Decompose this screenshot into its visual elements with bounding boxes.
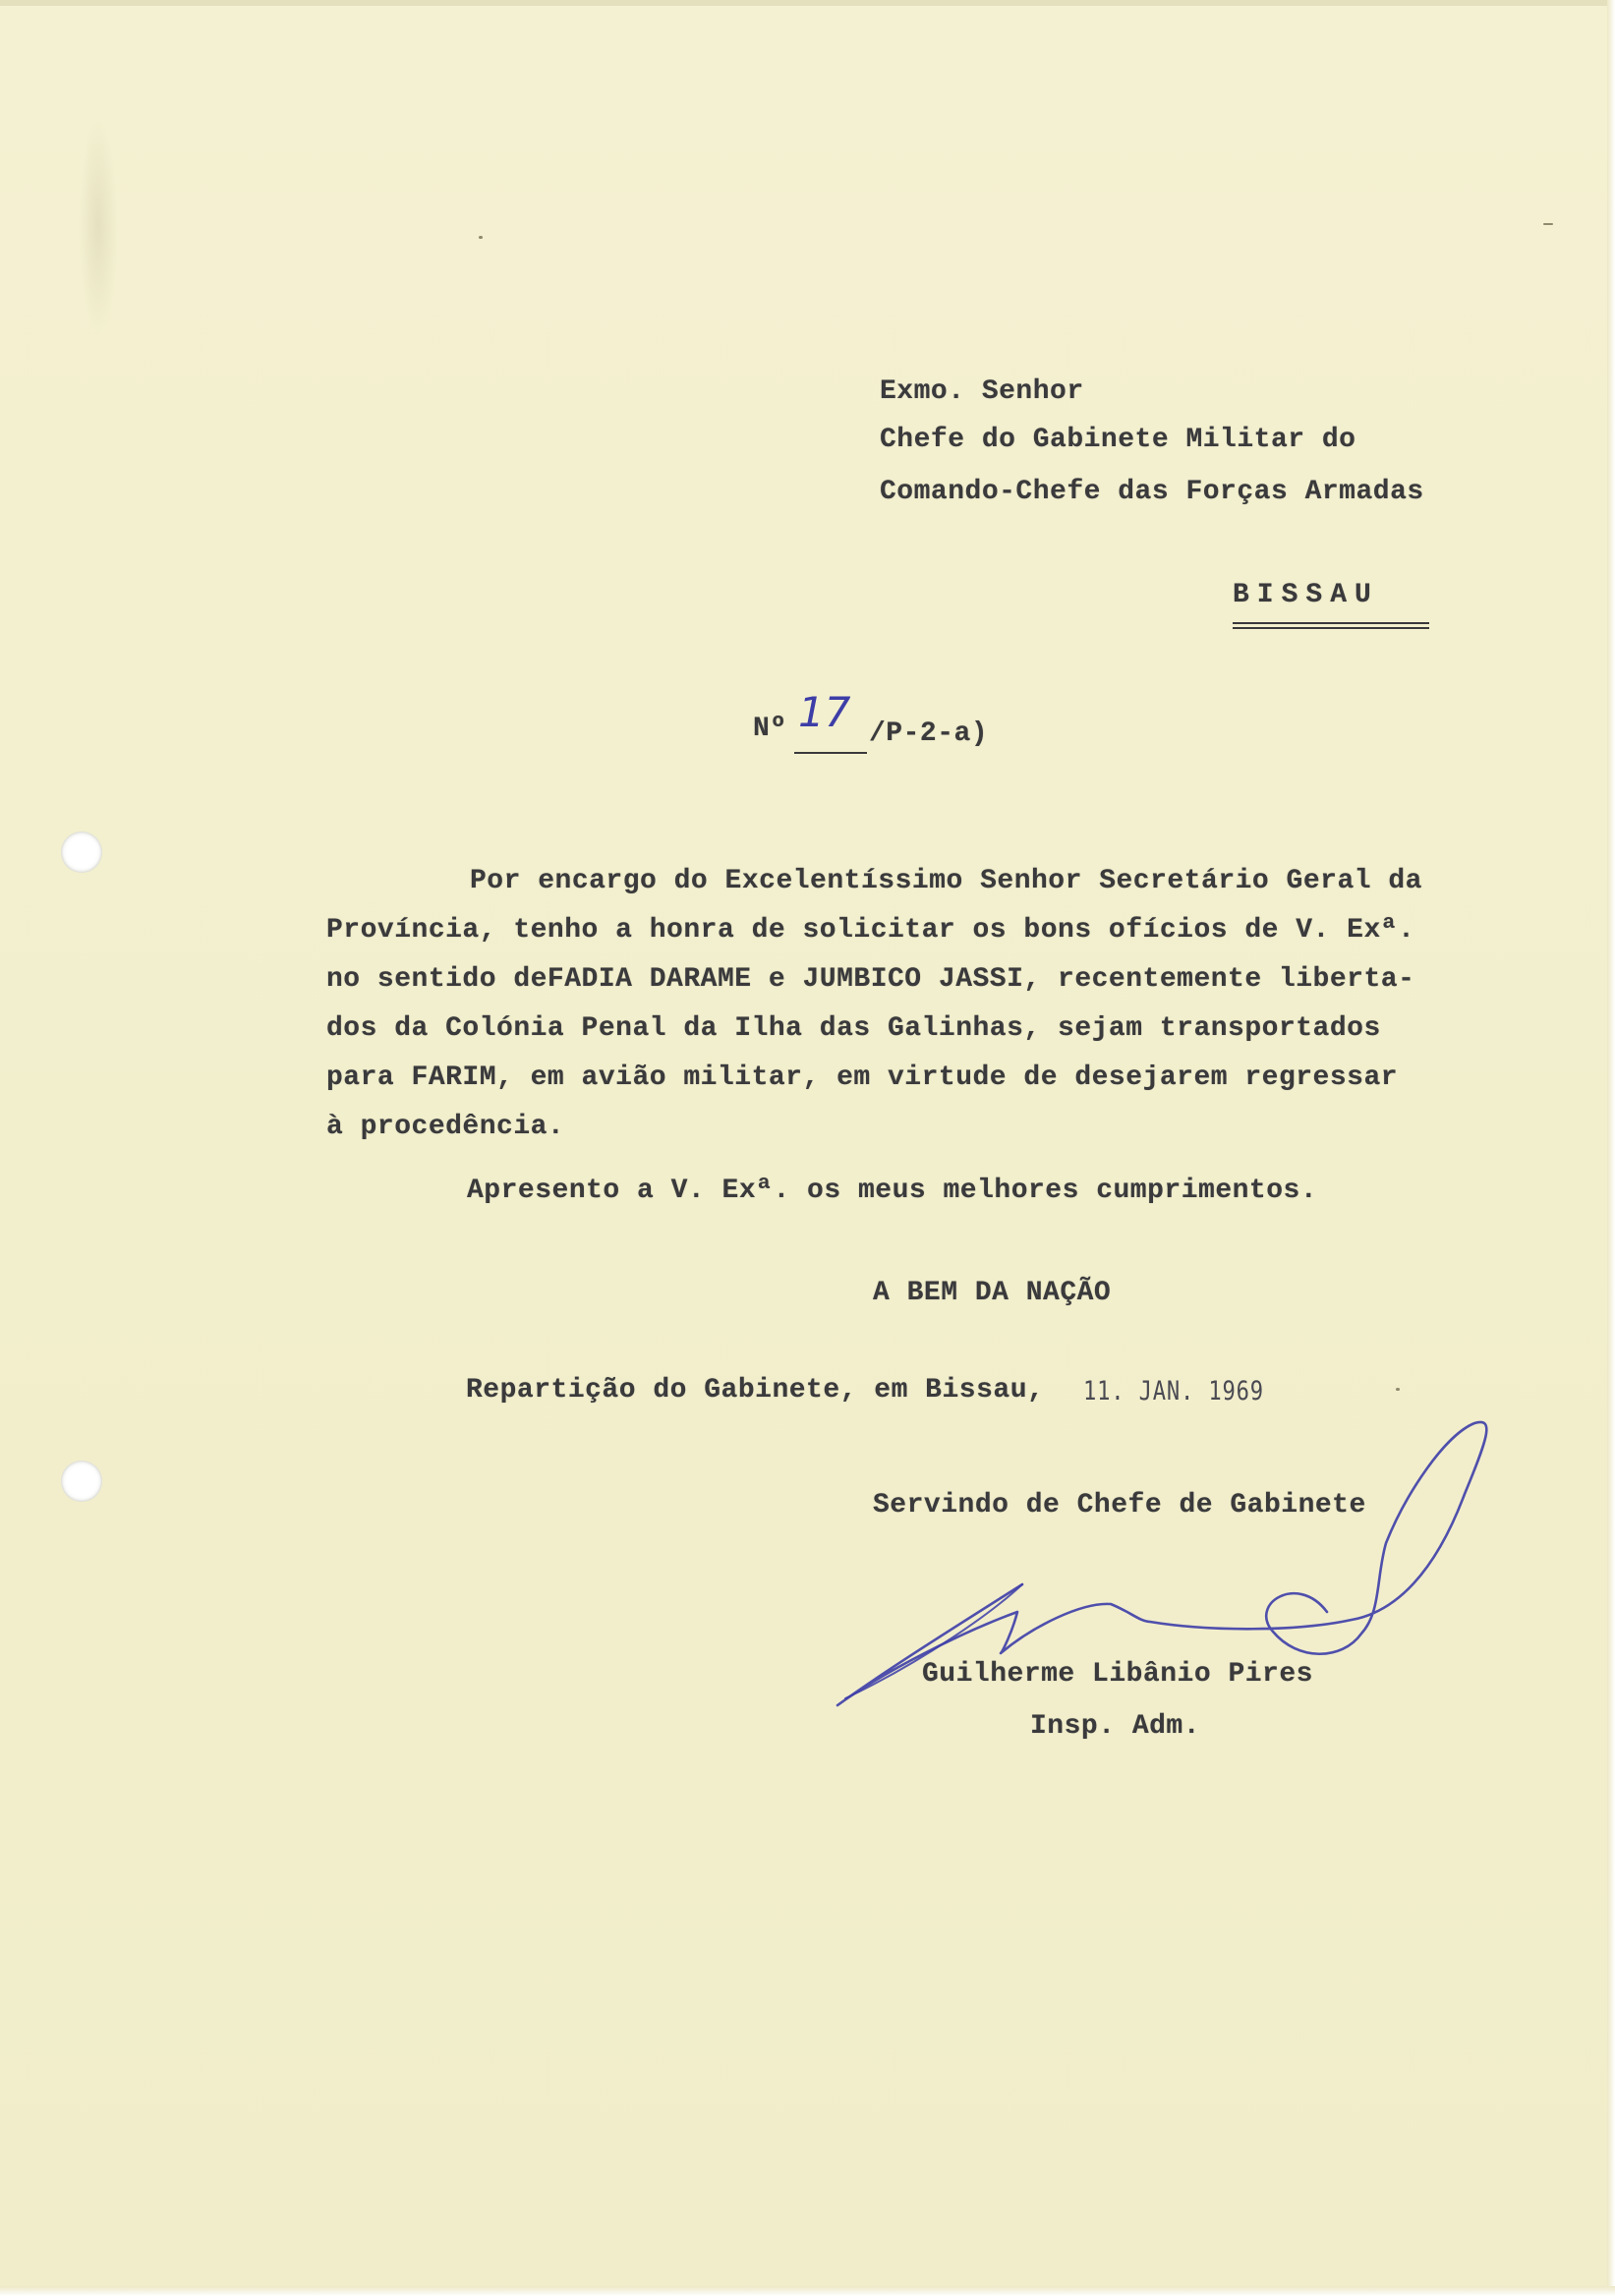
reference-prefix: Nº	[753, 714, 787, 744]
place-line: Repartição do Gabinete, em Bissau,	[466, 1375, 1045, 1406]
date-stamp: 11. JAN. 1969	[1083, 1376, 1264, 1406]
signatory-title: Insp. Adm.	[1030, 1711, 1201, 1742]
body-line-3: no sentido deFADIA DARAME e JUMBICO JASSI, recentemente liberta-	[326, 964, 1415, 995]
reference-suffix: /P-2-a)	[869, 718, 989, 749]
punch-hole-bottom	[61, 1461, 102, 1502]
signatory-name: Guilherme Libânio Pires	[922, 1659, 1313, 1690]
body-line-4: dos da Colónia Penal da Ilha das Galinhas, sejam transportados	[326, 1013, 1381, 1044]
addressee-line-2: Chefe do Gabinete Militar do	[880, 425, 1356, 455]
destination-city: BISSAU	[1233, 580, 1379, 610]
punch-hole-top	[61, 832, 102, 873]
destination-underline-double	[1233, 627, 1429, 629]
paper-stain	[79, 118, 118, 334]
body-line-2: Província, tenho a honra de solicitar os bons ofícios de V. Exª.	[326, 915, 1415, 946]
page-bottom-edge	[0, 2286, 1615, 2296]
ink-speck	[1543, 223, 1553, 225]
closing-motto: A BEM DA NAÇÃO	[873, 1278, 1112, 1308]
reference-number-line	[794, 752, 867, 754]
reference-number-handwritten: 17	[798, 688, 851, 736]
ink-speck	[1396, 1388, 1400, 1391]
page-top-edge	[0, 0, 1615, 6]
page-right-edge	[1607, 0, 1615, 2296]
body-line-5: para FARIM, em avião militar, em virtude de desejarem regressar	[326, 1062, 1399, 1093]
signatory-role: Servindo de Chefe de Gabinete	[873, 1490, 1366, 1521]
ink-speck	[479, 236, 483, 239]
addressee-line-1: Exmo. Senhor	[880, 376, 1084, 407]
greeting-line: Apresento a V. Exª. os meus melhores cumprimentos.	[467, 1176, 1318, 1206]
destination-underline	[1233, 622, 1429, 624]
body-line-6: à procedência.	[326, 1112, 565, 1142]
addressee-line-3: Comando-Chefe das Forças Armadas	[880, 477, 1424, 507]
body-line-1: Por encargo do Excelentíssimo Senhor Secretário Geral da	[470, 866, 1422, 896]
